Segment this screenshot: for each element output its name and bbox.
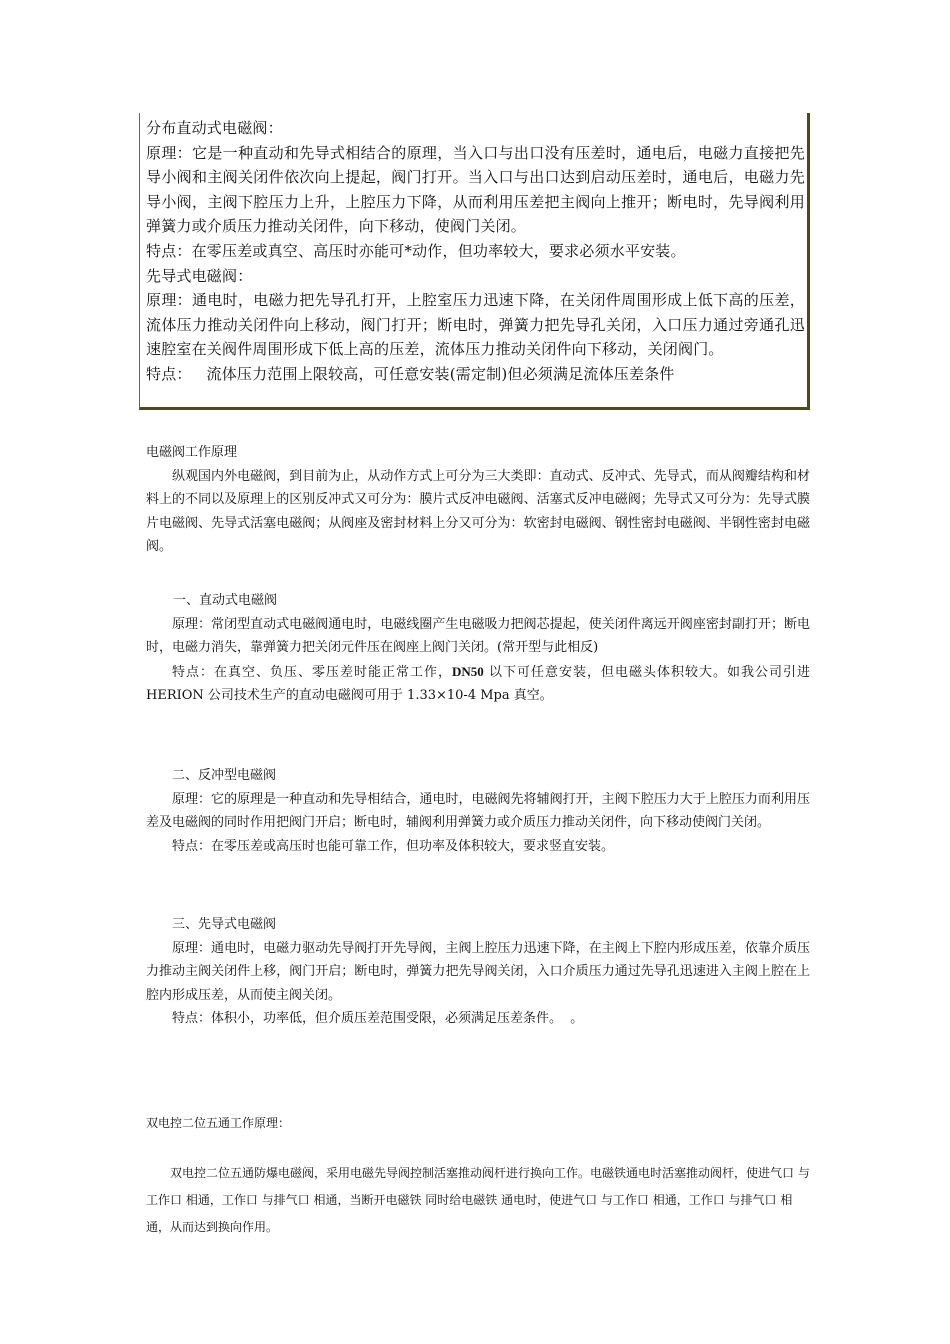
section-recoil-principle: 原理：它的原理是一种直动和先导相结合，通电时，电磁阀先将辅阀打开，主阀下腔压力大于上腔压力而利用压差及电磁阀的同时作用把阀门开启；断电时，辅阀利用弹簧力或介质压力推动关闭件，向下移动使阀门关闭。	[146, 791, 810, 831]
box-title: 分布直动式电磁阀：	[146, 119, 283, 137]
double-control-section	[146, 1109, 810, 1241]
section-recoil	[146, 764, 810, 858]
double-control-title: 双电控二位五通工作原理：	[146, 1116, 291, 1130]
section-recoil-feature: 特点：在零压差或高压时也能可靠工作，但功率及体积较大，要求竖直安装。	[172, 838, 615, 854]
blank-line	[146, 1138, 810, 1160]
distributed-valve-box	[139, 113, 810, 410]
section-pilot	[146, 913, 810, 1031]
box-feature: 特点：在零压差或真空、高压时亦能可*动作，但功率较大，要求必须水平安装。	[146, 241, 686, 260]
article-title: 电磁阀工作原理	[146, 445, 238, 460]
section-direct-feature-tail: 以下可任意安装，但电磁头体积较大。如我公司引进 HERION 公司技术生产的直动电磁阀可用于 1.33×10-4 Mpa 真空。	[146, 664, 810, 704]
article-intro: 纵观国内外电磁阀，到目前为止，从动作方式上可分为三大类即：直动式、反冲式、先导式，而从阀瓣结构和材料上的不同以及原理上的区别反冲式又可分为：膜片式反冲电磁阀、活塞式反冲电磁阀；先导式又可分为：先导式膜片电磁阀、先导式活塞电磁阀；从阀座及密封材料上分又可分为：软密封电磁阀、钢性密封电磁阀、半钢性密封电磁阀。	[146, 468, 810, 555]
section-pilot-heading: 三、先导式电磁阀	[172, 917, 277, 932]
double-control-body: 双电控二位五通防爆电磁阀，采用电磁先导阀控制活塞推动阀杆进行换向工作。电磁铁通电时活塞推动阀杆，使进气口 与工作口 相通，工作口 与排气口 相通，当断开电磁铁 同时给电磁铁 通电时，使进气口 与工作口 相通，工作口 与排气口 相通，从而达到换向作用。	[146, 1165, 810, 1234]
box-pilot-principle: 原理：通电时，电磁力把先导孔打开，上腔室压力迅速下降，在关闭件周围形成上低下高的压差，流体压力推动关闭件向上移动，阀门打开；断电时，弹簧力把先导孔关闭，入口压力通过旁通孔迅速腔室在关阀件周围形成下低上高的压差，流体压力推动关闭件向下移动，关闭阀门。	[146, 291, 805, 359]
section-direct-principle: 原理：常闭型直动式电磁阀通电时，电磁线圈产生电磁吸力把阀芯提起，使关闭件离远开阀座密封副打开；断电时，电磁力消失，靠弹簧力把关闭元件压在阀座上阀门关闭。(常开型与此相反)	[146, 616, 810, 656]
section-direct-feature-text: 特点：在真空、负压、零压差时能正常工作，	[172, 664, 453, 680]
section-direct-feature	[146, 660, 810, 708]
section-direct	[146, 589, 810, 708]
section-pilot-feature: 特点：体积小，功率低，但介质压差范围受限，必须满足压差条件。 。	[172, 1011, 584, 1027]
section-direct-feature-dn: DN50	[452, 663, 484, 679]
section-direct-heading: 一、直动式电磁阀	[173, 593, 278, 608]
box-principle: 原理：它是一种直动和先导式相结合的原理，当入口与出口没有压差时，通电后，电磁力直接把先导小阀和主阀关闭件依次向上提起，阀门打开。当入口与出口达到启动压差时，通电后，电磁力先导小阀，主阀下腔压力上升，上腔压力下降，从而利用压差把主阀向上推开；断电时，先导阀利用弹簧力或介质压力推动关闭件，向下移动，使阀门关闭。	[146, 143, 805, 236]
section-recoil-heading: 二、反冲型电磁阀	[172, 768, 277, 783]
box-pilot-feature: 特点： 流体压力范围上限较高，可任意安装(需定制)但必须满足流体压差条件	[146, 364, 675, 383]
section-pilot-principle: 原理：通电时，电磁力驱动先导阀打开先导阀，主阀上腔压力迅速下降，在主阀上下腔内形成压差，依靠介质压力推动主阀关闭件上移，阀门开启；断电时，弹簧力把先导阀关闭，入口介质压力通过先导孔迅速进入主阀上腔在上腔内形成压差，从而使主阀关闭。	[146, 940, 810, 1003]
article-section	[146, 441, 810, 559]
box-pilot-title: 先导式电磁阀：	[146, 266, 253, 285]
